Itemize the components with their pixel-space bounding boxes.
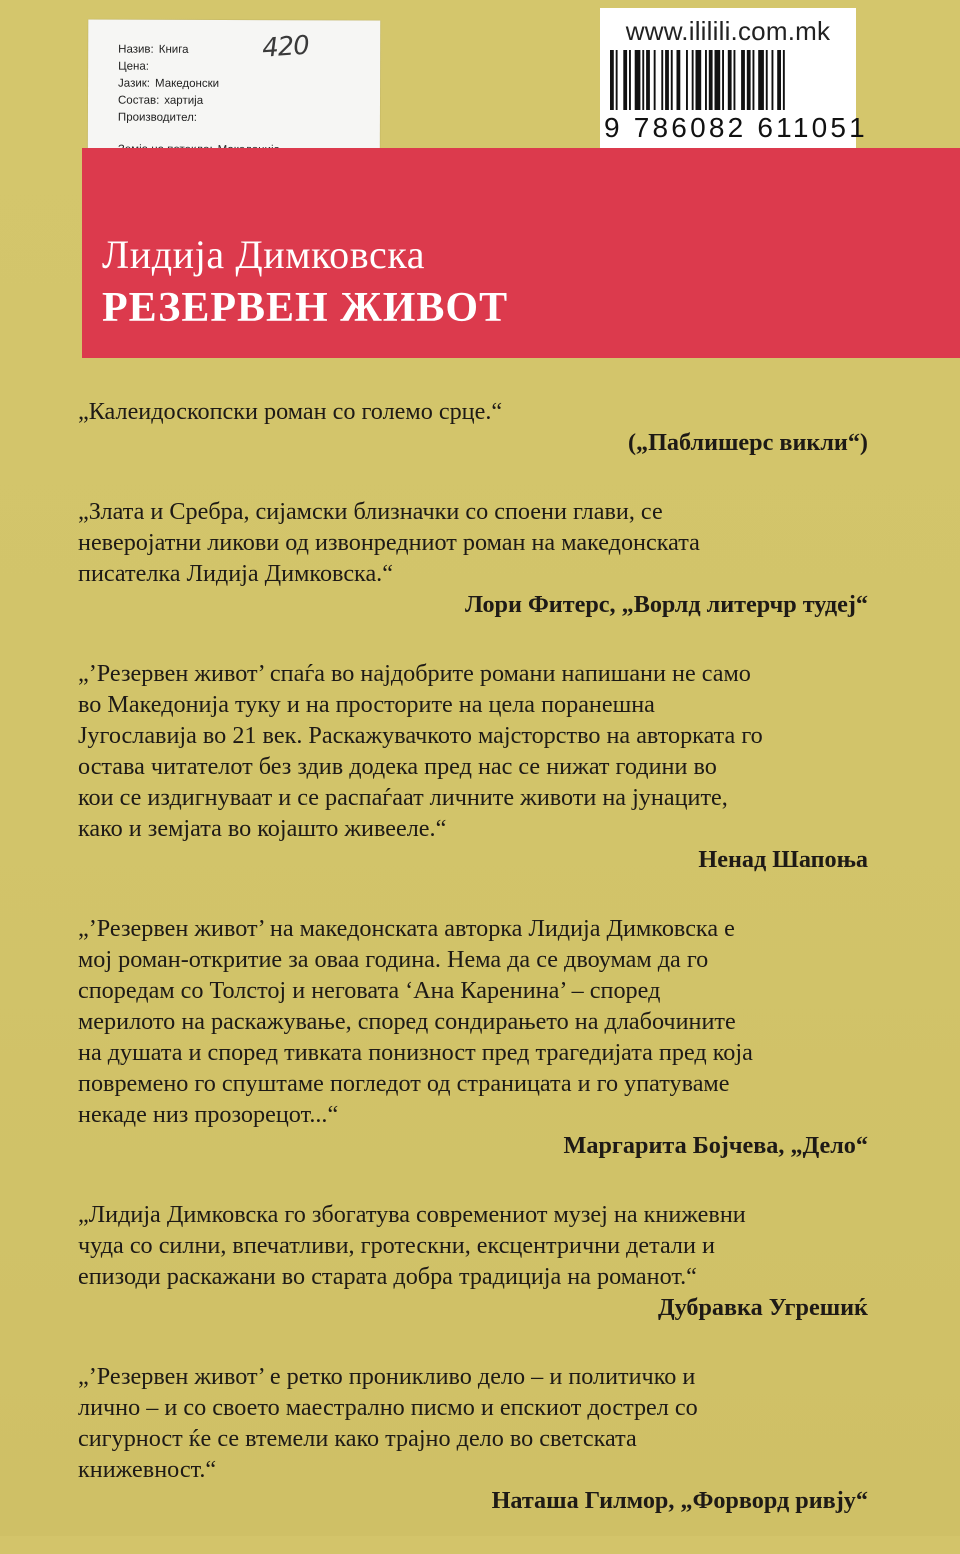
- barcode-bar: [686, 50, 688, 110]
- review-quote-line: лично – и со своето маестрално писмо и епскиот дострел со: [78, 1392, 868, 1423]
- barcode-bar: [616, 50, 618, 110]
- review-quote: [78, 1361, 868, 1485]
- barcode-bar: [722, 50, 724, 110]
- barcode-bar: [747, 50, 751, 110]
- barcode-sticker: [600, 8, 856, 152]
- review-quote: [78, 913, 868, 1130]
- review-attribution: („Паблишерс викли“): [78, 427, 868, 458]
- review-quote-line: кои се издигнуваат и се распаѓаат личните животи на јунаците,: [78, 782, 868, 813]
- review-attribution: Наташа Гилмор, „Форворд ривју“: [78, 1485, 868, 1516]
- review-quote-line: неверојатни ликови од извонредниот роман на македонската: [78, 527, 868, 558]
- barcode-digits: 9 786082 611051: [604, 112, 868, 144]
- review-block: [78, 1361, 868, 1516]
- barcode-url: www.ililili.com.mk: [600, 16, 856, 47]
- sticker-row-producer: [118, 112, 202, 124]
- barcode-bar: [646, 50, 650, 110]
- barcode-bar: [753, 50, 755, 110]
- sticker-row-composition: [118, 95, 203, 107]
- barcode-bar: [635, 50, 641, 110]
- sticker-label: Јазик:: [118, 78, 150, 90]
- barcode-bar: [665, 50, 669, 110]
- barcode-bar: [741, 50, 745, 110]
- barcode-bar: [642, 50, 644, 110]
- review-block: [78, 396, 868, 458]
- sticker-label: Состав:: [118, 95, 159, 107]
- sticker-value: Книга: [159, 44, 189, 56]
- review-attribution: Маргарита Бојчева, „Дело“: [78, 1130, 868, 1161]
- sticker-label: Цена:: [118, 61, 149, 73]
- book-title: РЕЗЕРВЕН ЖИВОТ: [102, 284, 508, 332]
- barcode-bar: [715, 50, 721, 110]
- barcode-bar: [772, 50, 774, 110]
- review-attribution: Ненад Шапоња: [78, 844, 868, 875]
- review-quote-line: Југославија во 21 век. Раскажувачкото мајсторство на авторката го: [78, 720, 868, 751]
- title-band: [82, 148, 960, 358]
- barcode-bar: [728, 50, 732, 110]
- review-quote: [78, 658, 868, 844]
- review-quote-line: остава читателот без здив додека пред нас се нижат години во: [78, 751, 868, 782]
- review-quote-line: епизоди раскажани во старата добра традиција на романот.“: [78, 1261, 868, 1292]
- review-quote-line: „Калеидоскопски роман со големо срце.“: [78, 396, 868, 427]
- review-quote-line: на душата и според тивката понизност пред трагедијата пред која: [78, 1037, 868, 1068]
- sticker-value: Македонски: [155, 78, 219, 90]
- barcode-bar: [696, 50, 702, 110]
- barcode-bar: [709, 50, 713, 110]
- handwritten-price: 420: [261, 31, 310, 64]
- review-quote-line: мој роман-откритие за оваа година. Нема да се двоумам да го: [78, 944, 868, 975]
- review-quote: [78, 1199, 868, 1292]
- review-quote-line: „’Резервен живот’ на македонската авторка Лидија Димковска е: [78, 913, 868, 944]
- barcode-bar: [758, 50, 764, 110]
- review-quote-line: „Лидија Димковска го збогатува современиот музеј на книжевни: [78, 1199, 868, 1230]
- barcode-bar: [623, 50, 627, 110]
- barcode-bar: [671, 50, 673, 110]
- barcode-bar: [654, 50, 656, 110]
- barcode-bar: [629, 50, 631, 110]
- review-quote-line: сигурност ќе се втемели како трајно дело во светската: [78, 1423, 868, 1454]
- barcode-bar: [692, 50, 694, 110]
- sticker-row-name: [118, 44, 188, 56]
- review-quote-line: „’Резервен живот’ спаѓа во најдобрите романи напишани не само: [78, 658, 868, 689]
- barcode-bar: [783, 50, 785, 110]
- review-quote-line: книжевност.“: [78, 1454, 868, 1485]
- barcode-icon: [608, 50, 848, 114]
- review-block: [78, 658, 868, 875]
- sticker-row-price: [118, 61, 154, 73]
- review-quote-line: споредам со Толстој и неговата ‘Ана Каренина’ – според: [78, 975, 868, 1006]
- review-quote-line: „Злата и Сребра, сијамски близначки со споени глави, се: [78, 496, 868, 527]
- sticker-label: Производител:: [118, 112, 197, 124]
- reviews-list: [78, 396, 868, 1554]
- review-quote: [78, 496, 868, 589]
- barcode-bar: [661, 50, 663, 110]
- review-attribution: Дубравка Угрешиќ: [78, 1292, 868, 1323]
- sticker-value: хартија: [164, 95, 203, 107]
- barcode-bar: [766, 50, 768, 110]
- review-quote-line: повремено го спуштаме погледот од страницата и го упатуваме: [78, 1068, 868, 1099]
- barcode-bar: [734, 50, 736, 110]
- barcode-bar: [777, 50, 781, 110]
- barcode-bar: [677, 50, 681, 110]
- review-quote-line: некаде низ прозорецот...“: [78, 1099, 868, 1130]
- book-author: Лидија Димковска: [102, 231, 425, 278]
- review-attribution: Лори Фитерс, „Ворлд литерчр тудеј“: [78, 589, 868, 620]
- sticker-label: Назив:: [118, 44, 154, 56]
- review-quote-line: како и земјата во којашто живееле.“: [78, 813, 868, 844]
- review-quote-line: мерилото на раскажување, според сондирањето на длабочините: [78, 1006, 868, 1037]
- review-quote-line: „’Резервен живот’ е ретко проникливо дело – и политичко и: [78, 1361, 868, 1392]
- barcode-bar: [610, 50, 614, 110]
- barcode-bar: [705, 50, 707, 110]
- review-quote-line: во Македонија туку и на просторите на цела поранешна: [78, 689, 868, 720]
- review-quote-line: писателка Лидија Димковска.“: [78, 558, 868, 589]
- review-block: [78, 496, 868, 620]
- sticker-row-language: [118, 78, 219, 90]
- review-block: [78, 913, 868, 1161]
- review-quote: [78, 396, 868, 427]
- review-block: [78, 1199, 868, 1323]
- review-quote-line: чуда со силни, впечатливи, гротескни, ексцентрични детали и: [78, 1230, 868, 1261]
